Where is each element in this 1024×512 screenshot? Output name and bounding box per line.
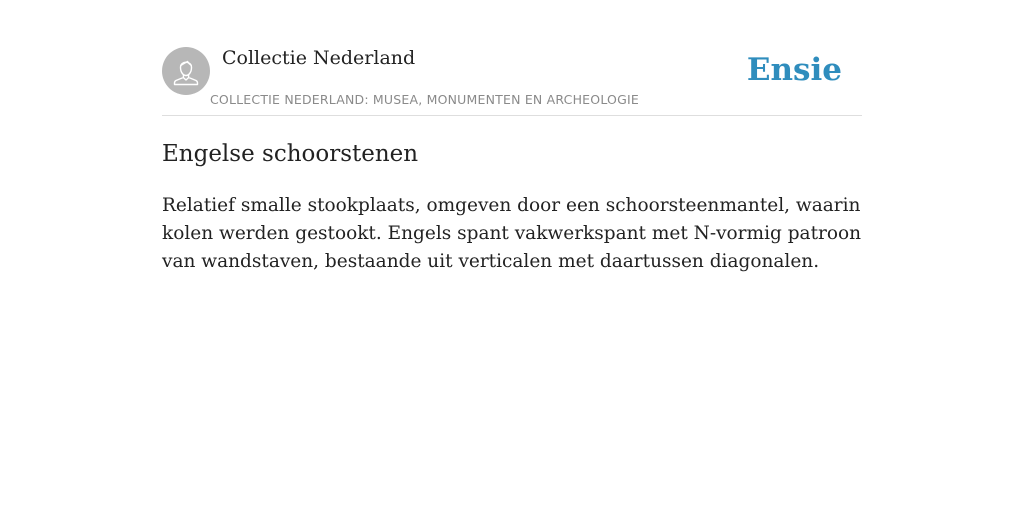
ensie-logo[interactable]: Ensie xyxy=(746,52,842,88)
user-icon xyxy=(162,47,210,95)
author-name[interactable]: Collectie Nederland xyxy=(222,47,416,69)
entry-title: Engelse schoorstenen xyxy=(162,141,419,167)
card-header xyxy=(162,0,862,116)
author-source: COLLECTIE NEDERLAND: MUSEA, MONUMENTEN EN ARCHEOLOGIE xyxy=(210,92,639,107)
definition-card xyxy=(162,0,862,512)
entry-definition: Relatief smalle stookplaats, omgeven door een schoorsteenmantel, waarin kolen werden gestookt. Engels spant vakwerkspant met N-vormig patroon van wandstaven, bestaande uit verticalen met daartussen diagonalen. xyxy=(162,195,862,272)
author-avatar[interactable] xyxy=(162,47,210,95)
